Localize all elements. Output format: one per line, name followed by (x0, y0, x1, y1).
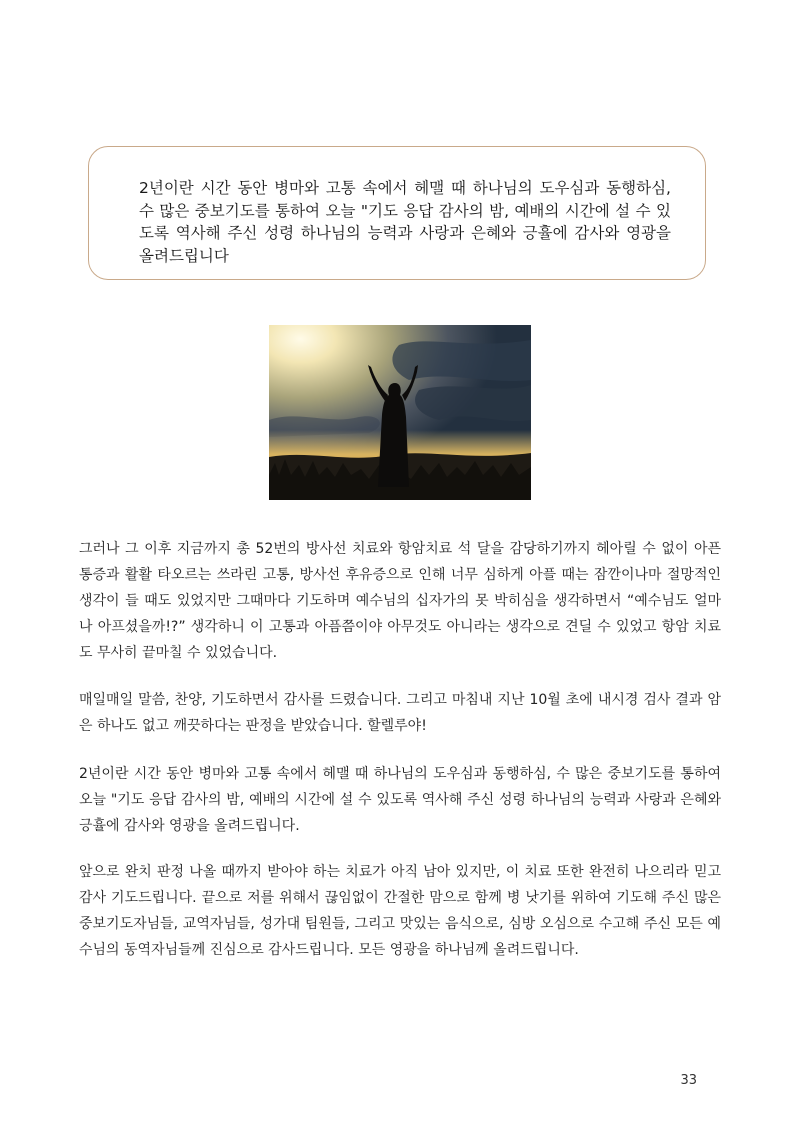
paragraph-text: 앞으로 완치 판정 나올 때까지 받아야 하는 치료가 아직 남아 있지만, 이 치료 또한 완전히 나으리라 믿고 감사 기도드립니다. 끝으로 저를 위해서 끊임없이 간절한 맘으로 함께 병 낫기를 위하여 기도해 주신 많은 중보기도자님들, 교역자님들, 성가대 팀원들, 그리고 맛있는 음식으로, 심방 오심으로 수고해 주신 모든 예수님의 동역자님들께 진심으로 감사드립니다. 모든 영광을 하나님께 올려드립니다. (79, 864, 721, 958)
paragraph-text: 그러나 그 이후 지금까지 총 52번의 방사선 치료와 항암치료 석 달을 감당하기까지 헤아릴 수 없이 아픈 통증과 활활 타오르는 쓰라린 고통, 방사선 후유증으로 인해 너무 심하게 아플 때는 잠깐이나마 절망적인 생각이 들 때도 있었지만 그때마다 기도하며 예수님의 십자가의 못 박히심을 생각하면서 “예수님도 얼마나 아프셨을까!?” 생각하니 이 고통과 아픔쯤이야 아무것도 아니라는 생각으로 견딜 수 있었고 항암 치료도 무사히 끝마칠 수 있었습니다. (79, 541, 721, 661)
page-number: 33 (680, 1073, 697, 1088)
sunset-silhouette-illustration (269, 325, 531, 500)
paragraph-text: 2년이란 시간 동안 병마와 고통 속에서 헤맬 때 하나님의 도우심과 동행하심, 수 많은 중보기도를 통하여 오늘 "기도 응답 감사의 밤, 예배의 시간에 설 수 있도록 역사해 주신 성령 하나님의 능력과 사랑과 은혜와 긍휼에 감사와 영광을 올려드립니다. (79, 766, 721, 834)
paragraph-1 (79, 536, 721, 666)
paragraph-4 (79, 859, 721, 963)
callout-box (88, 146, 706, 280)
paragraph-text: 매일매일 말씀, 찬양, 기도하면서 감사를 드렸습니다. 그리고 마침내 지난 10월 초에 내시경 검사 결과 암은 하나도 없고 깨끗하다는 판정을 받았습니다. 할렐루야! (79, 692, 721, 734)
paragraph-2 (79, 687, 721, 739)
praying-woman-photo (269, 325, 531, 500)
callout-text: 2년이란 시간 동안 병마와 고통 속에서 헤맬 때 하나님의 도우심과 동행하심, 수 많은 중보기도를 통하여 오늘 "기도 응답 감사의 밤, 예배의 시간에 설 수 있도록 역사해 주신 성령 하나님의 능력과 사랑과 은혜와 긍휼에 감사와 영광을 올려드립니다 (139, 179, 671, 265)
paragraph-3 (79, 761, 721, 839)
